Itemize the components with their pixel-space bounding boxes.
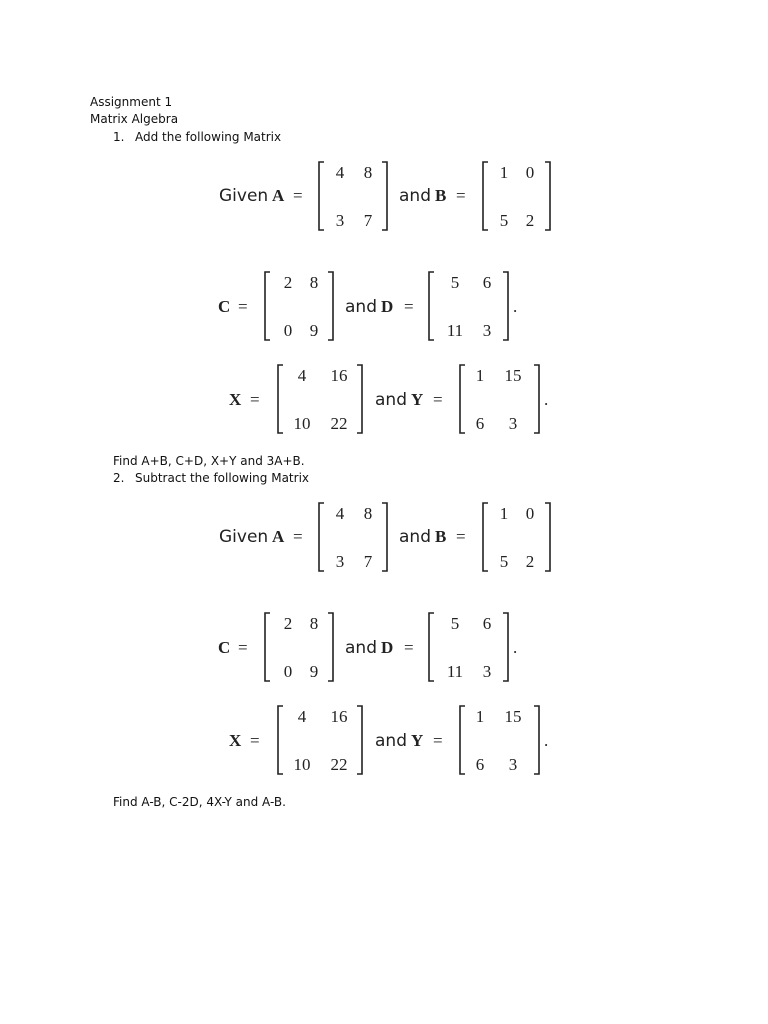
assignment-title: Assignment 1 (90, 95, 173, 109)
matrix-a-name: A (272, 186, 285, 205)
left-bracket (483, 162, 488, 230)
matrix-cell: 0 (283, 662, 293, 681)
matrix-cell: 1 (475, 707, 485, 726)
equals-sign: = (433, 731, 443, 750)
matrix-cell: 3 (482, 321, 492, 340)
section-2-task: Find A-B, C-2D, 4X-Y and A-B. (113, 795, 286, 809)
matrix-cell: 6 (482, 273, 492, 292)
right-bracket (545, 162, 550, 230)
equation-x-y (229, 706, 548, 774)
left-bracket (278, 365, 283, 433)
matrix-cell: 5 (499, 552, 509, 571)
matrix-cell: 3 (508, 755, 518, 774)
equals-sign: = (404, 297, 414, 316)
equation-x-y (229, 365, 548, 433)
right-bracket (503, 272, 508, 340)
matrix-cell: 4 (335, 163, 345, 182)
left-bracket (429, 272, 434, 340)
matrix-cell: 2 (283, 614, 293, 633)
matrix-b (483, 503, 550, 571)
matrix-c (265, 272, 333, 340)
left-bracket (460, 365, 465, 433)
equation-c-d (218, 613, 517, 681)
period: . (513, 638, 518, 657)
matrix-cell: 22 (330, 414, 348, 433)
matrix-y-name: Y (411, 731, 424, 750)
matrix-cell: 6 (475, 414, 485, 433)
matrix-cell: 6 (482, 614, 492, 633)
and-word: and (345, 297, 377, 317)
matrix-cell: 22 (330, 755, 348, 774)
left-bracket (319, 503, 324, 571)
matrix-cell: 7 (363, 552, 373, 571)
matrix-b-name: B (435, 527, 447, 546)
and-word: and (345, 638, 377, 658)
matrix-cell: 9 (309, 321, 319, 340)
section-1-task: Find A+B, C+D, X+Y and 3A+B. (113, 454, 305, 468)
matrix-cell: 10 (293, 755, 311, 774)
matrix-cell: 11 (446, 321, 464, 340)
and-word: and (399, 186, 431, 206)
matrix-cell: 9 (309, 662, 319, 681)
left-bracket (278, 706, 283, 774)
matrix-cell: 0 (525, 504, 535, 523)
matrix-c (265, 613, 333, 681)
left-bracket (319, 162, 324, 230)
matrix-x (278, 365, 362, 433)
section-1-number: 1. (113, 130, 125, 144)
matrix-cell: 8 (363, 163, 373, 182)
matrix-cell: 5 (450, 273, 460, 292)
matrix-cell: 15 (504, 366, 522, 385)
assignment-subtitle: Matrix Algebra (90, 112, 179, 126)
equals-sign: = (293, 186, 303, 205)
matrix-a-name: A (272, 527, 285, 546)
right-bracket (382, 503, 387, 571)
matrix-cell: 7 (363, 211, 373, 230)
equals-sign: = (433, 390, 443, 409)
period: . (544, 731, 549, 750)
matrix-b (483, 162, 550, 230)
right-bracket (534, 365, 539, 433)
matrix-cell: 2 (283, 273, 293, 292)
section-2-equations (0, 491, 768, 791)
matrix-cell: 5 (499, 211, 509, 230)
matrix-d (429, 613, 508, 681)
matrix-cell: 8 (309, 614, 319, 633)
matrix-cell: 6 (475, 755, 485, 774)
matrix-cell: 4 (335, 504, 345, 523)
equals-sign: = (238, 297, 248, 316)
matrix-y-name: Y (411, 390, 424, 409)
matrix-cell: 0 (525, 163, 535, 182)
matrix-cell: 8 (363, 504, 373, 523)
and-word: and (375, 390, 407, 410)
matrix-c-name: C (218, 297, 231, 316)
matrix-cell: 1 (499, 163, 509, 182)
given-word: Given (219, 186, 269, 206)
matrix-cell: 16 (330, 366, 348, 385)
matrix-cell: 3 (482, 662, 492, 681)
matrix-cell: 2 (525, 552, 535, 571)
and-word: and (375, 731, 407, 751)
matrix-cell: 0 (283, 321, 293, 340)
equals-sign: = (250, 731, 260, 750)
matrix-b-name: B (435, 186, 447, 205)
period: . (544, 390, 549, 409)
equals-sign: = (456, 527, 466, 546)
matrix-cell: 10 (293, 414, 311, 433)
matrix-a (319, 503, 387, 571)
equals-sign: = (404, 638, 414, 657)
and-word: and (399, 527, 431, 547)
equation-c-d (218, 272, 517, 340)
matrix-cell: 1 (499, 504, 509, 523)
matrix-x-name: X (229, 731, 242, 750)
right-bracket (545, 503, 550, 571)
matrix-cell: 3 (335, 552, 345, 571)
matrix-x (278, 706, 362, 774)
matrix-cell: 5 (450, 614, 460, 633)
left-bracket (265, 613, 270, 681)
right-bracket (328, 613, 333, 681)
matrix-cell: 15 (504, 707, 522, 726)
matrix-d-name: D (381, 638, 394, 657)
section-1-equations (0, 150, 768, 450)
matrix-a (319, 162, 387, 230)
matrix-c-name: C (218, 638, 231, 657)
equals-sign: = (238, 638, 248, 657)
matrix-cell: 4 (297, 366, 307, 385)
matrix-x-name: X (229, 390, 242, 409)
equation-a-b (219, 162, 550, 230)
matrix-cell: 8 (309, 273, 319, 292)
equation-a-b (219, 503, 550, 571)
matrix-d-name: D (381, 297, 394, 316)
section-2-number: 2. (113, 471, 125, 485)
period: . (513, 297, 518, 316)
equals-sign: = (293, 527, 303, 546)
matrix-cell: 3 (335, 211, 345, 230)
matrix-cell: 4 (297, 707, 307, 726)
right-bracket (382, 162, 387, 230)
right-bracket (503, 613, 508, 681)
left-bracket (265, 272, 270, 340)
matrix-y (460, 706, 539, 774)
matrix-cell: 16 (330, 707, 348, 726)
section-1-heading: Add the following Matrix (135, 130, 282, 144)
matrix-cell: 3 (508, 414, 518, 433)
matrix-cell: 1 (475, 366, 485, 385)
right-bracket (357, 365, 362, 433)
matrix-cell: 2 (525, 211, 535, 230)
matrix-y (460, 365, 539, 433)
left-bracket (460, 706, 465, 774)
section-2-heading: Subtract the following Matrix (135, 471, 309, 485)
equals-sign: = (456, 186, 466, 205)
equals-sign: = (250, 390, 260, 409)
right-bracket (357, 706, 362, 774)
left-bracket (429, 613, 434, 681)
right-bracket (534, 706, 539, 774)
given-word: Given (219, 527, 269, 547)
left-bracket (483, 503, 488, 571)
matrix-cell: 11 (446, 662, 464, 681)
matrix-d (429, 272, 508, 340)
right-bracket (328, 272, 333, 340)
